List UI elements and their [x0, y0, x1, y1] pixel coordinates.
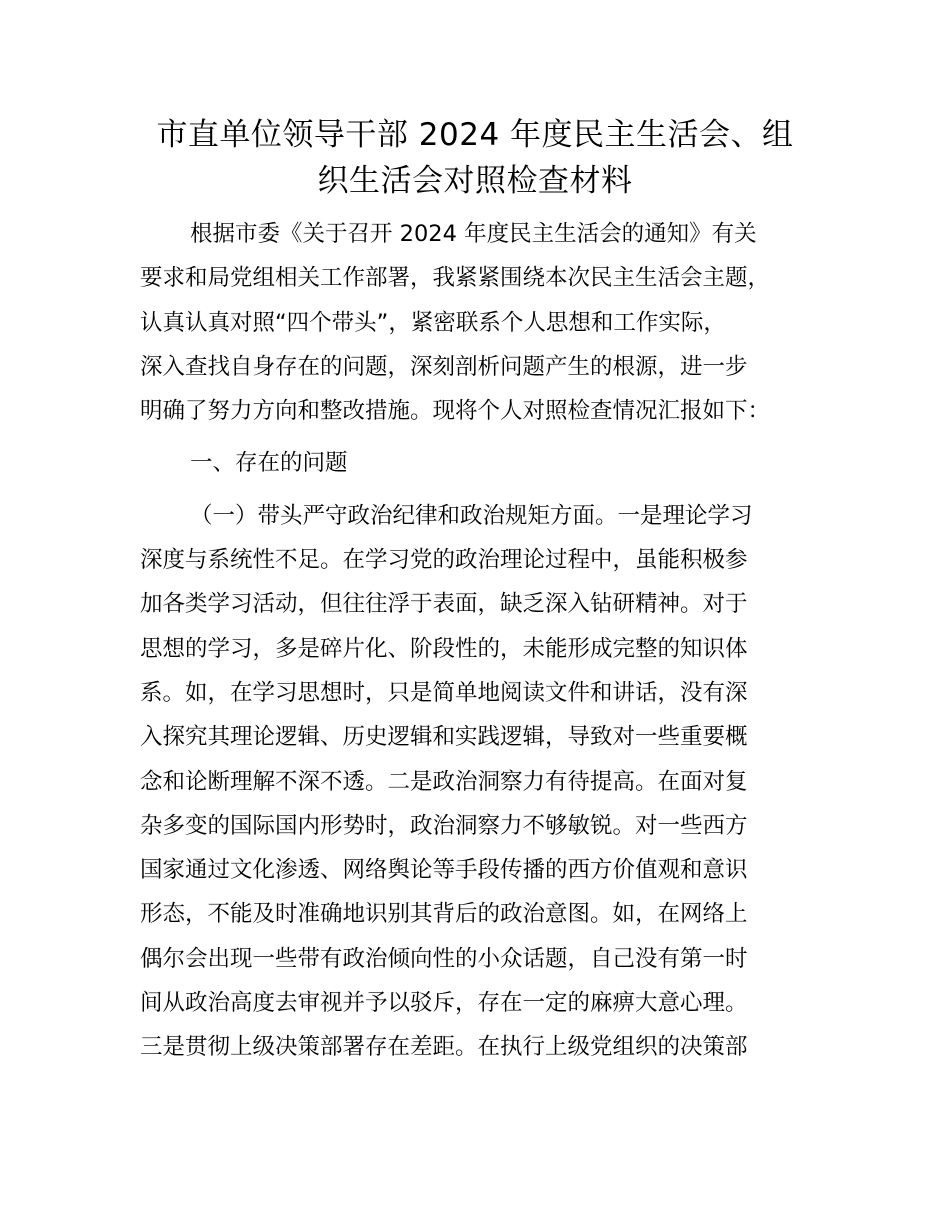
paragraph-line: 要求和局党组相关工作部署，我紧紧围绕本次民主生活会主题， — [140, 265, 771, 292]
paragraph-line: 念和论断理解不深不透。二是政治洞察力有待提高。在面对复 — [140, 768, 748, 795]
paragraph-line: 加各类学习活动，但往往浮于表面，缺乏深入钻研精神。对于 — [140, 591, 748, 618]
title-line: 织生活会对照检查材料 — [317, 163, 633, 199]
paragraph-line: 系。如，在学习思想时，只是简单地阅读文件和讲话，没有深 — [140, 679, 748, 706]
paragraph-line: 国家通过文化渗透、网络舆论等手段传播的西方价值观和意识 — [140, 857, 748, 884]
paragraph-line: （一）带头严守政治纪律和政治规矩方面。一是理论学习 — [190, 502, 753, 529]
paragraph-line: 形态，不能及时准确地识别其背后的政治意图。如，在网络上 — [140, 901, 748, 928]
paragraph-line: 深度与系统性不足。在学习党的政治理论过程中，虽能积极参 — [140, 547, 748, 574]
intro-paragraph — [140, 212, 830, 433]
title-line: 市直单位领导干部 2024 年度民主生活会、组 — [156, 117, 794, 153]
paragraph-line: 入探究其理论逻辑、历史逻辑和实践逻辑，导致对一些重要概 — [140, 724, 748, 751]
section-heading-block — [140, 441, 830, 485]
document-title — [140, 112, 810, 204]
subsection-paragraph — [140, 494, 830, 1070]
paragraph-line: 三是贯彻上级决策部署存在差距。在执行上级党组织的决策部 — [140, 1034, 748, 1061]
paragraph-line: 杂多变的国际国内形势时，政治洞察力不够敏锐。对一些西方 — [140, 812, 748, 839]
paragraph-line: 思想的学习，多是碎片化、阶段性的，未能形成完整的知识体 — [140, 635, 748, 662]
paragraph-line: 根据市委《关于召开 2024 年度民主生活会的通知》有关 — [190, 221, 757, 247]
section-heading: 一、存在的问题 — [190, 450, 348, 477]
paragraph-line: 明确了努力方向和整改措施。现将个人对照检查情况汇报如下： — [140, 398, 771, 425]
paragraph-line: 认真认真对照“四个带头”，紧密联系个人思想和工作实际， — [140, 309, 726, 336]
document-body — [140, 212, 830, 1070]
paragraph-line: 偶尔会出现一些带有政治倾向性的小众话题，自己没有第一时 — [140, 945, 748, 972]
paragraph-line: 深入查找自身存在的问题，深刻剖析问题产生的根源，进一步 — [140, 353, 748, 380]
paragraph-line: 间从政治高度去审视并予以驳斥，存在一定的麻痹大意心理。 — [140, 990, 748, 1017]
